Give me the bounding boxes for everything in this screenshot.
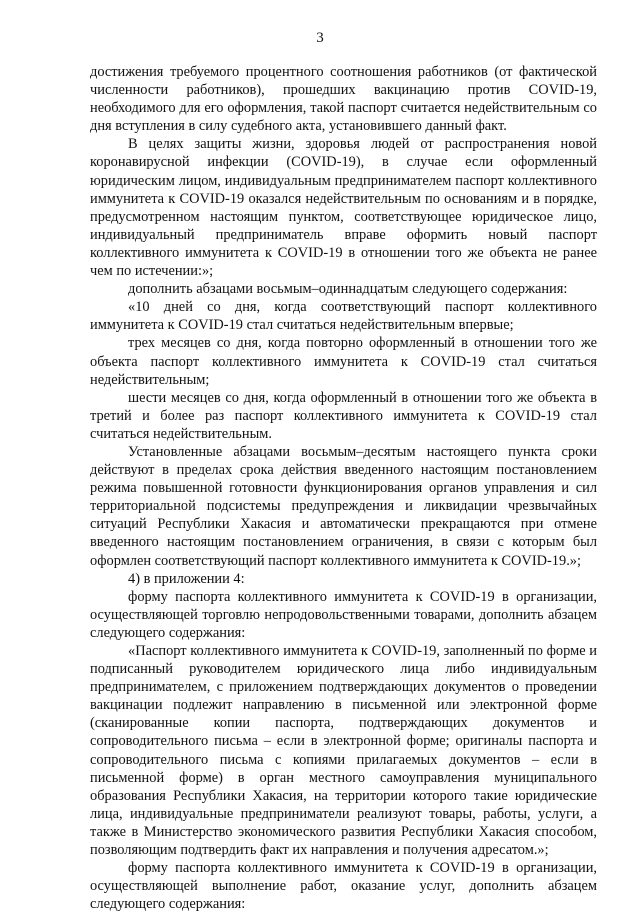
- paragraph: В целях защиты жизни, здоровья людей от распространения новой коронавирусной инфекции (COVID-19), в случае если оформленный юридическим лицом, индивидуальным предпринимателем паспорт коллективного иммунитета к COVID-19 оказался недействительным по основаниям и в порядке, предусмотренном настоящим пунктом, соответствующее юридическое лицо, индивидуальный предприниматель вправе оформить новый паспорт коллективного иммунитета к COVID-19 в отношении того же объекта не ранее чем по истечении:»;: [90, 136, 597, 280]
- document-body: [90, 63, 597, 913]
- paragraph: достижения требуемого процентного соотношения работников (от фактической численности работников), прошедших вакцинацию против COVID-19, необходимого для его оформления, такой паспорт считается недействительным со дня вступления в силу судебного акта, установившего данный факт.: [90, 64, 597, 135]
- paragraph: «Паспорт коллективного иммунитета к COVID-19, заполненный по форме и подписанный руководителем юридического лица либо индивидуальным предпринимателем, с приложением подтверждающих документов о проведении вакцинации подлежит направлению в письменной или электронной форме (сканированные копии паспорта, подтверждающих документов и сопроводительного письма – если в электронной форме; оригиналы паспорта и сопроводительного письма с копиями прилагаемых документов – если в письменной форме) в орган местного самоуправления муниципального образования Республики Хакасия, на территории которого такие юридические лица, индивидуальные предприниматели реализуют товары, работы, услуги, а также в Министерство экономического развития Республики Хакасия способом, позволяющим подтвердить факт их направления и получения адресатом.»;: [90, 643, 597, 859]
- paragraph: шести месяцев со дня, когда оформленный в отношении того же объекта в третий и более раз паспорт коллективного иммунитета к COVID-19 стал считаться недействительным.: [90, 389, 597, 442]
- paragraph: Установленные абзацами восьмым–десятым настоящего пункта сроки действуют в пределах срока действия введенного настоящим постановлением режима повышенной готовности функционирования органов управления и сил территориальной подсистемы предупреждения и ликвидации чрезвычайных ситуаций Республики Хакасия и автоматически прекращаются при отмене введенного настоящим постановлением ограничения, в связи с которым был оформлен соответствующий паспорт коллективного иммунитета к COVID-19.»;: [90, 443, 597, 569]
- paragraph: трех месяцев со дня, когда повторно оформленный в отношении того же объекта паспорт коллективного иммунитета к COVID-19 стал считаться недействительным;: [90, 335, 597, 388]
- page-number: 3: [316, 30, 324, 46]
- paragraph: форму паспорта коллективного иммунитета к COVID-19 в организации, осуществляющей выполнение работ, оказание услуг, дополнить абзацем следующего содержания:: [90, 860, 597, 913]
- paragraph: 4) в приложении 4:: [128, 570, 245, 587]
- paragraph: форму паспорта коллективного иммунитета к COVID-19 в организации, осуществляющей торговлю непродовольственными товарами, дополнить абзацем следующего содержания:: [90, 588, 597, 641]
- paragraph: «10 дней со дня, когда соответствующий паспорт коллективного иммунитета к COVID-19 стал считаться недействительным впервые;: [90, 299, 597, 334]
- paragraph: дополнить абзацами восьмым–одиннадцатым следующего содержания:: [128, 281, 568, 298]
